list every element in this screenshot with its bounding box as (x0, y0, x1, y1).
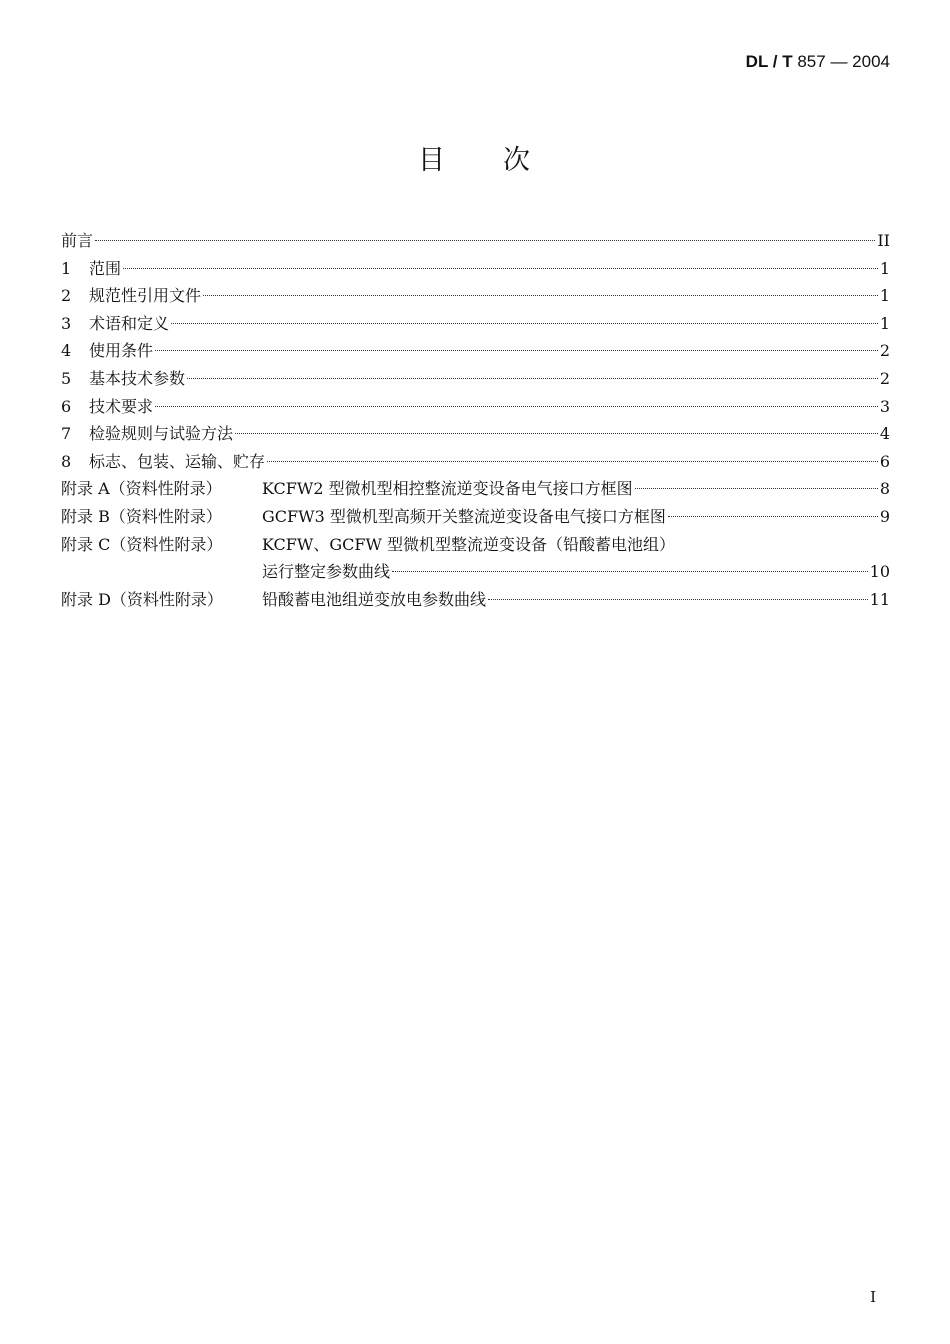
footer-page-number: I (870, 1288, 876, 1306)
toc-entry-8[interactable] (61, 448, 890, 476)
toc-leader-dots (123, 268, 878, 269)
toc-entry-title: KCFW、GCFW 型微机型整流逆变设备（铅酸蓄电池组） (262, 534, 675, 554)
standard-code-number: 857 (797, 52, 826, 71)
standard-code-dash: — (830, 52, 848, 71)
toc-entry-number: 2 (61, 286, 72, 306)
toc-leader-dots (267, 461, 878, 462)
page-title-char-1: 目 (418, 145, 447, 176)
toc-entry-appendix-c[interactable] (61, 531, 890, 559)
toc-entry-page: 9 (879, 506, 890, 526)
toc-entry-page: 2 (879, 368, 890, 388)
toc-entry-3[interactable] (61, 310, 890, 338)
toc-entry-6[interactable] (61, 393, 890, 421)
toc-entry-title: 检验规则与试验方法 (89, 424, 234, 444)
toc-entry-appendix-c-continued[interactable] (61, 558, 890, 586)
toc-leader-dots (668, 516, 878, 517)
toc-entry-number: 4 (61, 341, 72, 361)
toc-entry-number: 5 (61, 368, 72, 388)
toc-entry-title: 规范性引用文件 (89, 286, 202, 306)
toc-leader-dots (187, 378, 878, 379)
toc-leader-dots (635, 488, 878, 489)
toc-entry-title: 使用条件 (89, 341, 154, 361)
toc-entry-title-continued: 运行整定参数曲线 (262, 562, 391, 582)
standard-code-year: 2004 (852, 52, 890, 71)
toc-entry-number: 7 (61, 424, 72, 444)
toc-entry-page: 4 (879, 424, 890, 444)
toc-leader-dots (392, 571, 868, 572)
toc-leader-dots (203, 295, 878, 296)
page-title-char-2: 次 (503, 145, 532, 176)
toc-entry-page: 1 (879, 313, 890, 333)
toc-leader-dots (155, 350, 878, 351)
toc-appendix-label: 附录 B（资料性附录） (61, 506, 222, 526)
toc-entry-4[interactable] (61, 337, 890, 365)
standard-code-prefix: DL / T (745, 52, 793, 71)
toc-entry-page: 2 (879, 341, 890, 361)
toc-entry-page: 1 (879, 258, 890, 278)
toc-entry-appendix-b[interactable] (61, 503, 890, 531)
toc-entry-title: 术语和定义 (89, 313, 170, 333)
table-of-contents (61, 227, 890, 613)
toc-entry-7[interactable] (61, 420, 890, 448)
toc-entry-page: 8 (879, 479, 890, 499)
toc-entry-2[interactable] (61, 282, 890, 310)
toc-entry-page: 6 (879, 451, 890, 471)
toc-entry-page: 10 (869, 562, 890, 582)
toc-entry-number: 1 (61, 258, 72, 278)
toc-leader-dots (235, 433, 878, 434)
toc-entry-title: 前言 (61, 231, 94, 250)
toc-entry-title: KCFW2 型微机型相控整流逆变设备电气接口方框图 (262, 479, 633, 499)
toc-entry-number: 8 (61, 451, 72, 471)
toc-entry-number: 6 (61, 396, 72, 416)
toc-entry-title: GCFW3 型微机型高频开关整流逆变设备电气接口方框图 (262, 506, 666, 526)
toc-entry-title: 基本技术参数 (89, 368, 186, 388)
toc-entry-1[interactable] (61, 255, 890, 283)
toc-entry-page: 3 (879, 396, 890, 416)
toc-entry-page: II (877, 231, 890, 250)
toc-entry-number: 3 (61, 313, 72, 333)
standard-code (746, 52, 890, 72)
toc-entry-title: 范围 (89, 258, 122, 278)
toc-entry-page: 11 (869, 589, 890, 609)
toc-entry-title: 铅酸蓄电池组逆变放电参数曲线 (262, 589, 487, 609)
toc-appendix-label: 附录 C（资料性附录） (61, 534, 223, 554)
toc-entry-page: 1 (879, 286, 890, 306)
toc-entry-appendix-a[interactable] (61, 475, 890, 503)
toc-leader-dots (95, 240, 875, 241)
toc-entry-title: 标志、包装、运输、贮存 (89, 451, 266, 471)
toc-leader-dots (155, 406, 878, 407)
toc-entry-appendix-d[interactable] (61, 586, 890, 614)
toc-leader-dots (171, 323, 878, 324)
toc-entry-foreword[interactable] (61, 227, 890, 255)
toc-appendix-label: 附录 D（资料性附录） (61, 589, 223, 609)
toc-entry-5[interactable] (61, 365, 890, 393)
toc-leader-dots (488, 599, 868, 600)
toc-appendix-label: 附录 A（资料性附录） (61, 479, 222, 499)
page-title (0, 138, 950, 177)
toc-entry-title: 技术要求 (89, 396, 154, 416)
